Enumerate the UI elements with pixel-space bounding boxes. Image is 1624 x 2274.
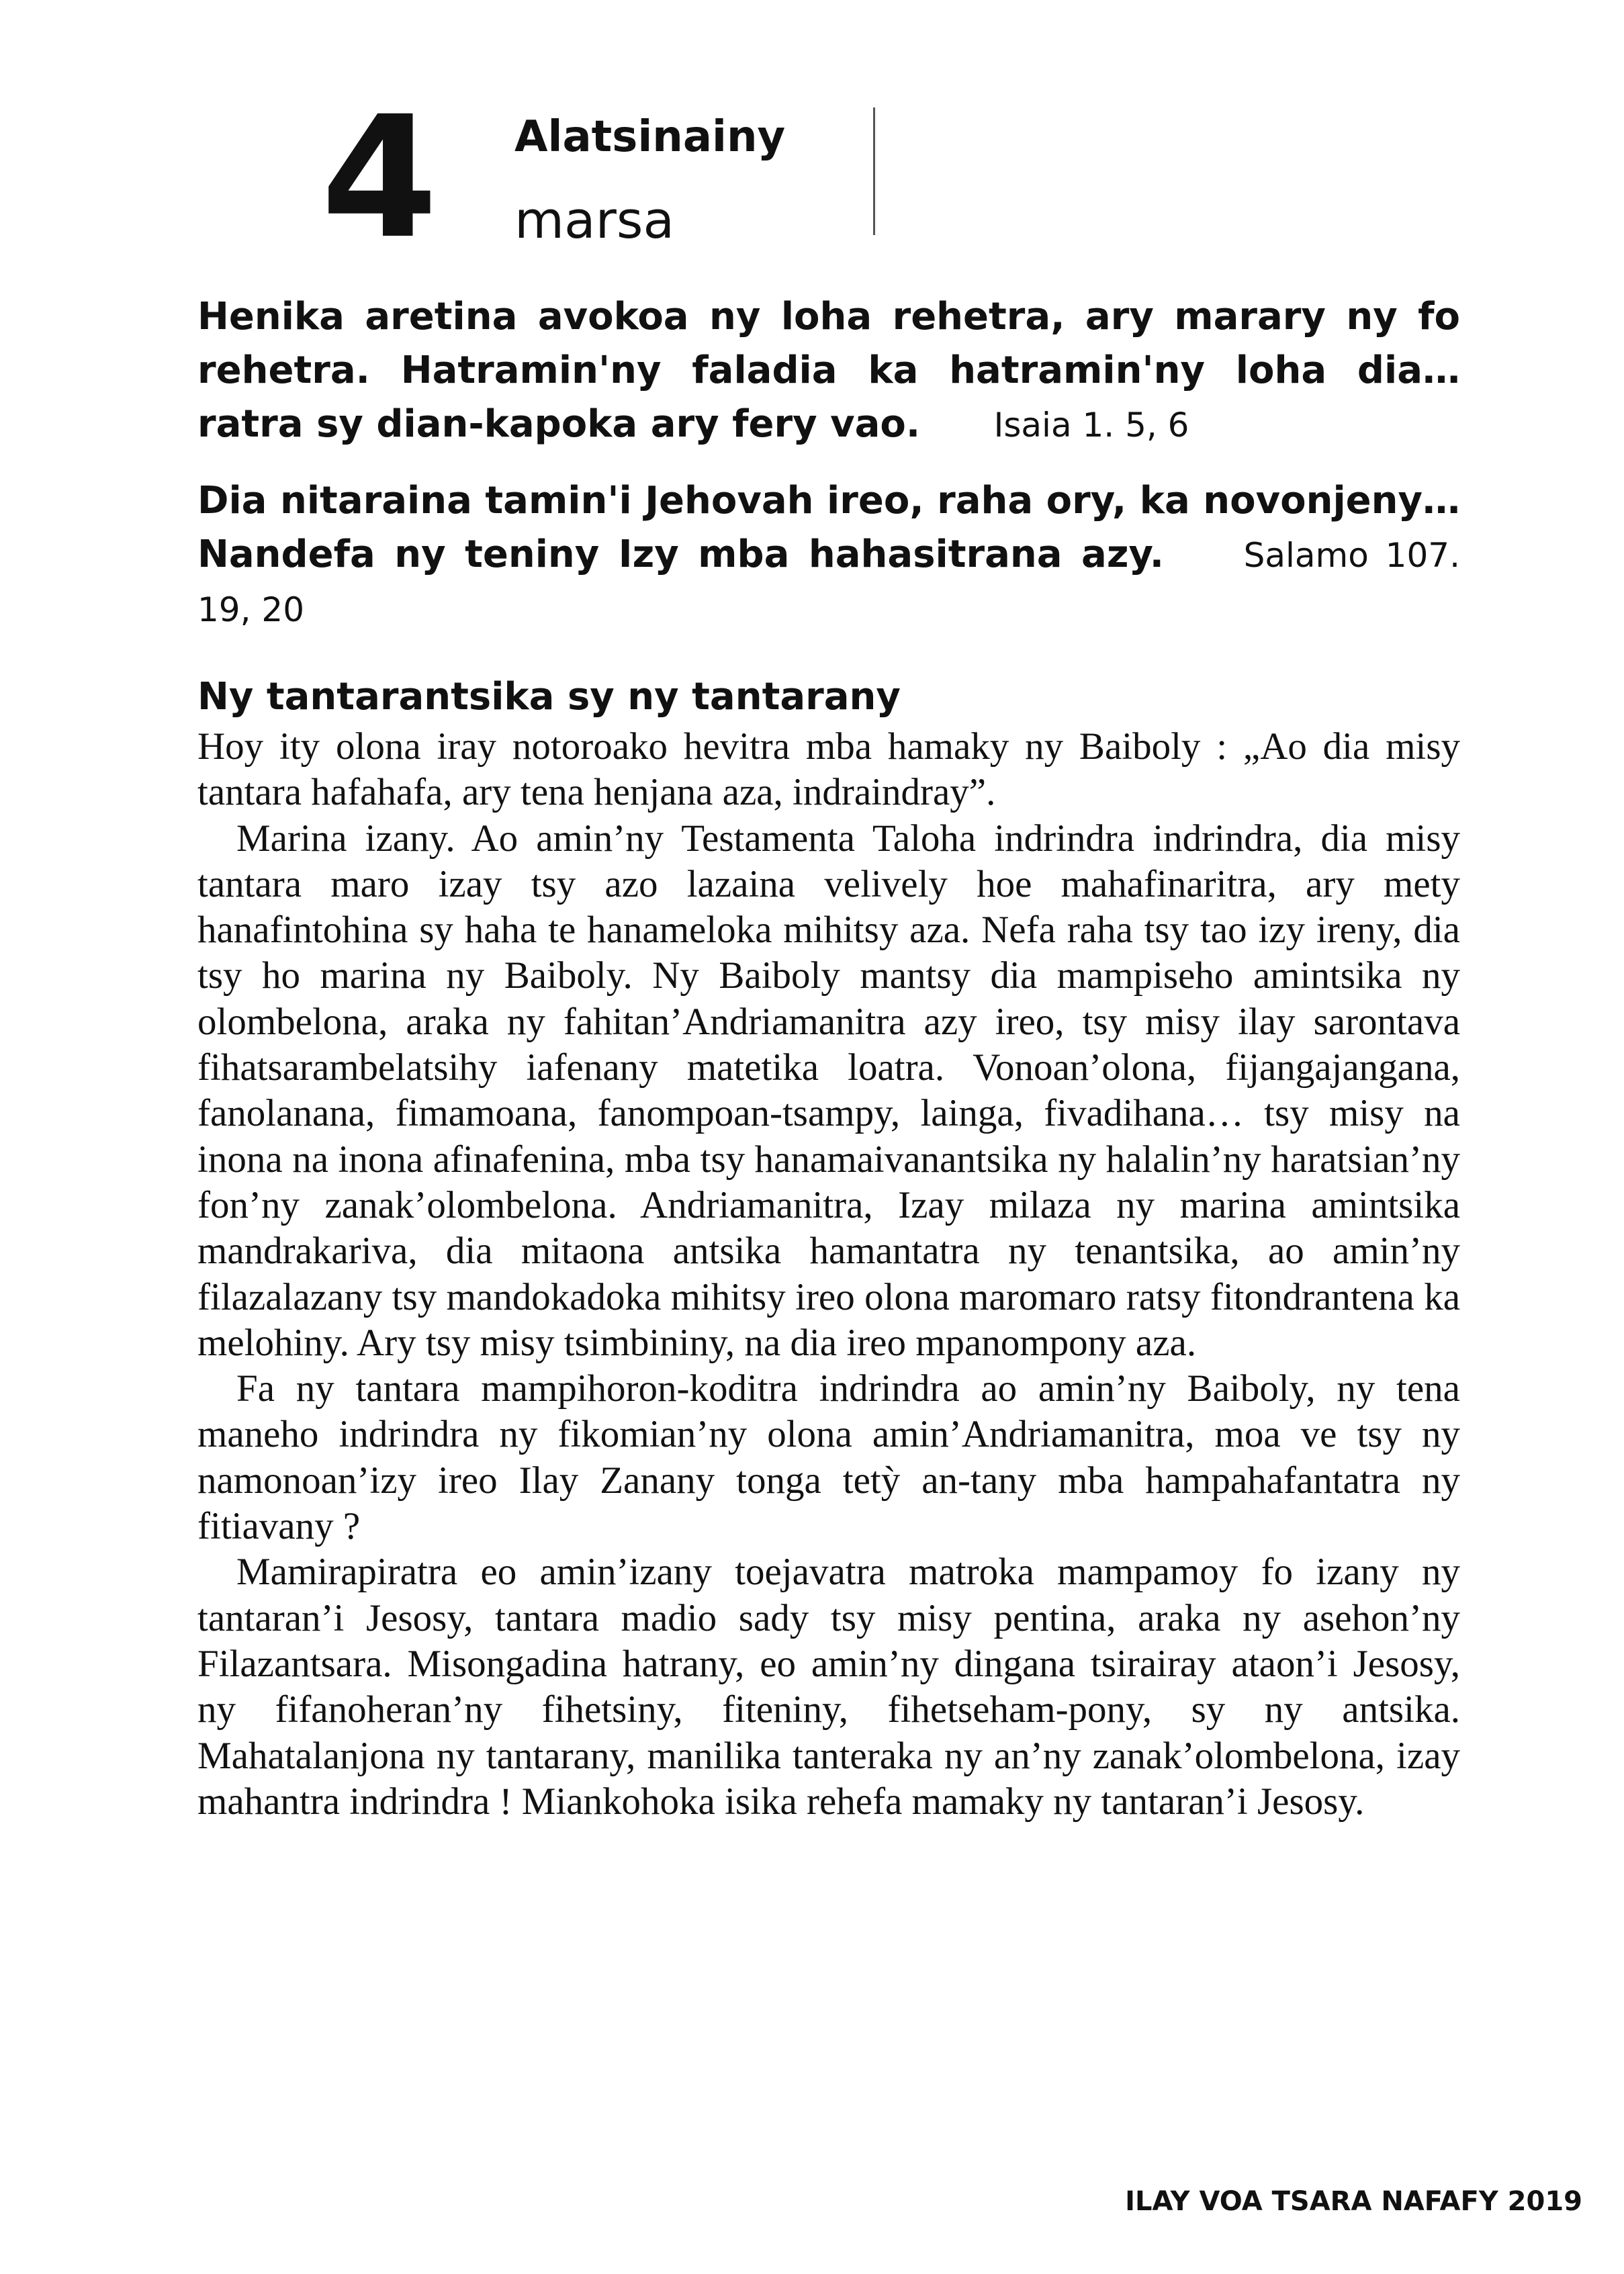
weekday: Alatsinainy (514, 112, 786, 162)
section-title: Ny tantarantsika sy ny tantarany (197, 675, 901, 719)
verse-text-2: Dia nitaraina tamin'i Jehovah ireo, raha ory, ka novonjeny… Nandefa ny teniny Izy mba hahasitrana azy. (197, 479, 1460, 576)
verse-quote-1 (197, 290, 1460, 452)
paragraph-4: Mamirapiratra eo amin’izany toejavatra matroka mampamoy fo izany ny tantaran’i Jesosy, tantara madio sady tsy misy pentina, araka ny asehon’ny Filazantsara. Misongadina hatrany, eo amin’ny dingana tsirairay ataon’i Jesosy, ny fifanoheran’ny fihetsiny, fiteniny, fihetseham-pony, sy ny antsika. Mahatalanjona ny tantarany, manilika tanteraka ny an’ny zanak’olombelona, izay mahantra indrindra ! Miankohoka isika rehefa mamaky ny tantaran’i Jesosy. (197, 1551, 1460, 1823)
verse-reference-1: Isaia 1. 5, 6 (993, 406, 1189, 445)
paragraph-1: Hoy ity olona iray notoroako hevitra mba hamaky ny Baiboly : „Ao dia misy tantara hafahafa, ary tena henjana aza, indraindray”. (197, 725, 1460, 814)
publication-footer: ILAY VOA TSARA NAFAFY 2019 (1125, 2186, 1582, 2217)
article-body (197, 724, 1460, 1825)
month: marsa (514, 190, 675, 250)
verse-text-1: Henika aretina avokoa ny loha rehetra, ary marary ny fo rehetra. Hatramin'ny faladia ka hatramin'ny loha dia… ratra sy dian-kapoka ary fery vao. (197, 295, 1460, 446)
paragraph-3: Fa ny tantara mampihoron-koditra indrindra ao amin’ny Baiboly, ny tena maneho indrindra ny fikomian’ny olona amin’Andriamanitra, moa ve tsy ny namonoan’izy ireo Ilay Zanany tonga tetỳ an-tany mba hampahafantatra ny fitiavany ? (197, 1367, 1460, 1548)
verse-reference-2: Salamo 107. 19, 20 (197, 536, 1460, 629)
header-divider (873, 107, 875, 235)
day-number: 4 (321, 80, 435, 275)
paragraph-2: Marina izany. Ao amin’ny Testamenta Taloha indrindra indrindra, dia misy tantara maro izay tsy azo lazaina velively hoe mahafinaritra, ary mety hanafintohina sy haha te hanameloka mihitsy aza. Nefa raha tsy tao izy ireny, dia tsy ho marina ny Baiboly. Ny Baiboly mantsy dia mampiseho amintsika ny olombelona, araka ny fahitan’Andriamanitra azy ireo, tsy misy ilay sarontava fihatsarambelatsihy iafenany matetika loatra. Vonoan’olona, fijangajangana, fanolanana, fimamoana, fanompoan-tsampy, lainga, fivadihana… tsy misy na inona na inona afinafenina, mba tsy hanamaivanantsika ny halalin’ny haratsian’ny fon’ny zanak’olombelona. Andriamanitra, Izay milaza ny marina amintsika mandrakariva, dia mitaona antsika hamantatra ny tenantsika, ao amin’ny filazalazany tsy mandokadoka mihitsy ireo olona maromaro ratsy fitondrantena ka melohiny. Ary tsy misy tsimbininy, na dia ireo mpanompony aza. (197, 817, 1460, 1364)
verse-quote-2 (197, 474, 1460, 637)
